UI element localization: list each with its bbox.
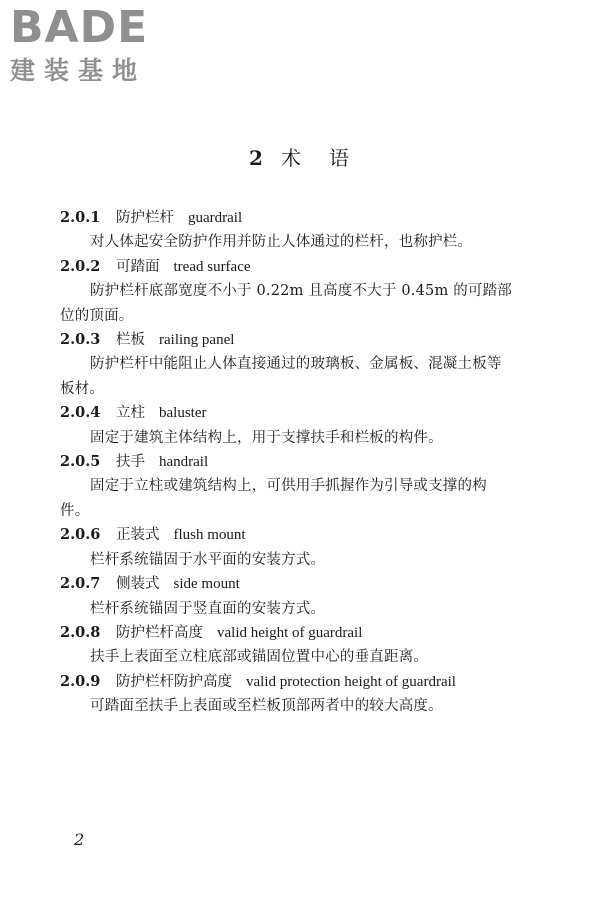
term-number: 2.0.2 bbox=[60, 257, 101, 275]
term-heading bbox=[60, 450, 512, 474]
term-number: 2.0.9 bbox=[60, 672, 101, 690]
bade-logo bbox=[8, 2, 178, 88]
term-number: 2.0.8 bbox=[60, 624, 101, 642]
term-entry bbox=[60, 523, 512, 572]
term-entry bbox=[60, 621, 512, 670]
term-entry bbox=[60, 206, 512, 255]
term-english-name: baluster bbox=[159, 405, 207, 422]
term-entry bbox=[60, 401, 512, 450]
term-entry bbox=[60, 328, 512, 401]
term-english-name: valid protection height of guardrail bbox=[246, 673, 456, 690]
page-number: 2 bbox=[74, 830, 85, 849]
term-heading bbox=[60, 206, 512, 230]
section-title-word-2: 语 bbox=[328, 146, 351, 170]
term-definition: 对人体起安全防护作用并防止人体通过的栏杆，也称护栏。 bbox=[90, 234, 473, 251]
term-number: 2.0.1 bbox=[60, 209, 101, 226]
section-title-word-1: 术 bbox=[280, 146, 303, 170]
term-heading bbox=[60, 523, 512, 547]
term-english-name: handrail bbox=[159, 454, 209, 471]
term-entry bbox=[60, 670, 512, 719]
term-english-name: flush mount bbox=[173, 527, 246, 544]
logo-latin-text: BADE bbox=[10, 2, 149, 53]
logo-chinese-text: 建装基地 bbox=[10, 56, 147, 85]
term-entry bbox=[60, 450, 512, 523]
term-definition: 防护栏杆中能阻止人体直接通过的玻璃板、金属板、混凝土板等板材。 bbox=[60, 356, 502, 397]
term-chinese-name: 正装式 bbox=[116, 527, 160, 544]
term-number: 2.0.6 bbox=[60, 526, 101, 544]
term-number: 2.0.4 bbox=[60, 404, 101, 422]
term-english-name: valid height of guardrail bbox=[217, 625, 363, 642]
term-english-name: railing panel bbox=[159, 332, 235, 349]
term-definition: 扶手上表面至立柱底部或锚固位置中心的垂直距离。 bbox=[90, 649, 429, 666]
term-number: 2.0.3 bbox=[60, 331, 101, 349]
term-chinese-name: 扶手 bbox=[116, 454, 145, 471]
term-definition: 栏杆系统锚固于水平面的安装方式。 bbox=[90, 551, 326, 568]
term-definition: 固定于建筑主体结构上，用于支撑扶手和栏板的构件。 bbox=[90, 429, 443, 446]
term-chinese-name: 立柱 bbox=[116, 405, 145, 422]
term-heading bbox=[60, 621, 512, 645]
section-title bbox=[0, 143, 600, 173]
term-english-name: guardrail bbox=[188, 210, 243, 226]
term-heading bbox=[60, 255, 512, 279]
term-heading bbox=[60, 401, 512, 425]
term-heading bbox=[60, 328, 512, 352]
term-entry bbox=[60, 255, 512, 328]
term-chinese-name: 防护栏杆 bbox=[116, 210, 174, 226]
term-english-name: side mount bbox=[173, 576, 240, 593]
term-heading bbox=[60, 572, 512, 596]
term-english-name: tread surface bbox=[173, 258, 251, 275]
term-definition: 固定于立柱或建筑结构上，可供用手抓握作为引导或支撑的构件。 bbox=[60, 478, 487, 519]
term-heading bbox=[60, 670, 512, 694]
term-number: 2.0.7 bbox=[60, 575, 101, 593]
term-chinese-name: 侧装式 bbox=[116, 576, 160, 593]
term-chinese-name: 防护栏杆防护高度 bbox=[116, 673, 232, 690]
term-chinese-name: 防护栏杆高度 bbox=[116, 625, 203, 642]
term-chinese-name: 栏板 bbox=[116, 332, 145, 349]
term-definition: 栏杆系统锚固于竖直面的安装方式。 bbox=[90, 600, 326, 617]
term-definition: 可踏面至扶手上表面或至栏板顶部两者中的较大高度。 bbox=[90, 698, 443, 715]
terms-list bbox=[60, 206, 512, 719]
term-entry bbox=[60, 572, 512, 621]
section-number: 2 bbox=[249, 146, 265, 170]
term-number: 2.0.5 bbox=[60, 453, 101, 471]
term-chinese-name: 可踏面 bbox=[116, 258, 160, 275]
term-definition: 防护栏杆底部宽度不小于 0.22m 且高度不大于 0.45m 的可踏部位的顶面。 bbox=[60, 283, 513, 324]
